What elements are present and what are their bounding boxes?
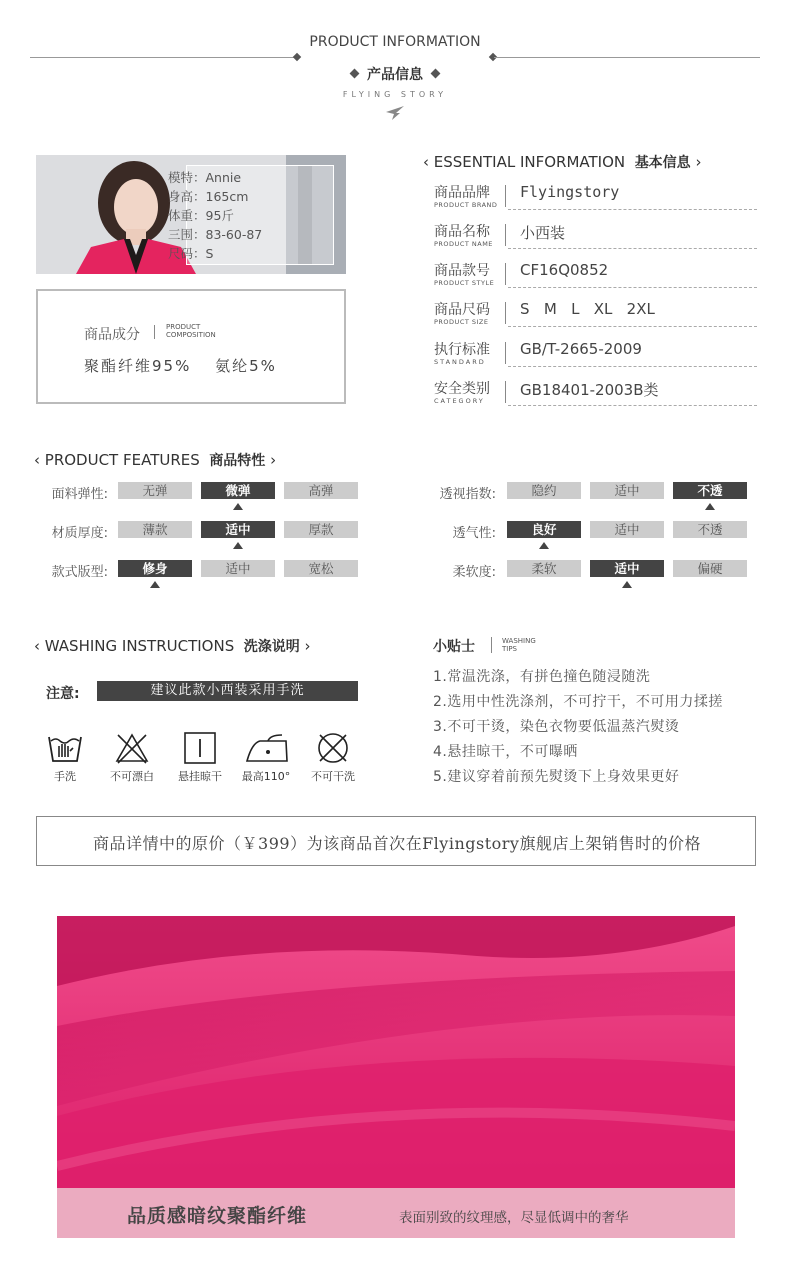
- header-title-cn: [0, 64, 790, 84]
- feature-option: 适中: [201, 560, 275, 577]
- feature-label: 透视指数:: [439, 487, 496, 502]
- feature-option: 宽松: [284, 560, 358, 577]
- iron-110-label: 最高110°: [241, 770, 291, 783]
- fabric-subtitle: 表面别致的纹理感，尽显低调中的奢华: [399, 1210, 629, 1226]
- header-rule-dot-left: [293, 53, 301, 61]
- tips-title-en-2: TIPS: [502, 645, 518, 653]
- info-value: S M L XL 2XL: [520, 300, 655, 318]
- fabric-title: 品质感暗纹聚酯纤维: [127, 1205, 308, 1227]
- washing-title-cn: 洗涤说明: [243, 639, 300, 655]
- selection-arrow-icon: [233, 542, 243, 549]
- feature-label: 透气性:: [452, 526, 496, 541]
- info-dashed-rule: [508, 326, 757, 327]
- tip-item: 4.悬挂晾干，不可曝晒: [433, 744, 578, 760]
- hand-wash-icon: [47, 731, 83, 765]
- composition-title-en: [166, 323, 216, 339]
- selection-arrow-icon: [539, 542, 549, 549]
- info-row-size: [432, 299, 757, 337]
- hang-dry-icon: [182, 731, 218, 765]
- tip-item: 5.建议穿着前预先熨烫下上身效果更好: [433, 769, 680, 785]
- washing-title-en: WASHING INSTRUCTIONS: [44, 637, 235, 655]
- no-bleach-label: 不可漂白: [110, 770, 154, 783]
- info-label: 商品名称: [434, 224, 490, 240]
- composition-value: 聚酯纤维95% 氨纶5%: [84, 357, 277, 375]
- header-title-en: PRODUCT INFORMATION: [309, 34, 481, 50]
- info-value: 小西装: [520, 224, 566, 242]
- model-size: 尺码：S: [168, 246, 214, 261]
- no-dry-clean-label: 不可干洗: [311, 770, 355, 783]
- feature-label: 面料弹性:: [51, 487, 108, 502]
- selection-arrow-icon: [150, 581, 160, 588]
- feature-option: 适中: [590, 521, 664, 538]
- info-value: Flyingstory: [520, 183, 620, 201]
- diamond-icon: [431, 69, 441, 79]
- info-dashed-rule: [508, 405, 757, 406]
- info-label-en: PRODUCT NAME: [434, 240, 493, 248]
- selection-arrow-icon: [233, 503, 243, 510]
- iron-110-icon: [244, 731, 290, 765]
- features-title-en: PRODUCT FEATURES: [44, 451, 200, 469]
- no-bleach-icon: [114, 731, 150, 765]
- info-label-en: PRODUCT STYLE: [434, 279, 495, 287]
- feature-option: 柔软: [507, 560, 581, 577]
- fabric-photo: [57, 916, 735, 1238]
- info-value: CF16Q0852: [520, 261, 609, 279]
- tips-title-en: [502, 637, 536, 653]
- note-label: 注意:: [46, 686, 80, 702]
- info-label: 商品款号: [434, 263, 490, 279]
- info-label-en: PRODUCT BRAND: [434, 201, 498, 209]
- price-note-text: 商品详情中的原价（￥399）为该商品首次在Flyingstory旗舰店上架销售时的价格: [93, 834, 701, 853]
- info-dashed-rule: [508, 366, 757, 367]
- info-value: GB18401-2003B类: [520, 381, 659, 399]
- diamond-icon: [350, 69, 360, 79]
- composition-box: [36, 289, 346, 404]
- composition-title-en-1: PRODUCT: [166, 323, 201, 331]
- selection-arrow-icon: [622, 581, 632, 588]
- feature-option: 厚款: [284, 521, 358, 538]
- no-dry-clean-icon: [315, 731, 351, 765]
- model-measurements: 三围：83-60-87: [168, 227, 263, 242]
- feature-label: 材质厚度:: [51, 526, 108, 541]
- fabric-caption-band: [57, 1188, 735, 1238]
- hang-dry-label: 悬挂晾干: [178, 770, 222, 783]
- feature-option-selected: 不透: [673, 482, 747, 499]
- info-label: 商品尺码: [434, 302, 490, 318]
- info-divider: [505, 224, 506, 246]
- info-row-style: [432, 260, 757, 298]
- features-title-cn: 商品特性: [209, 453, 266, 469]
- info-label-en: PRODUCT SIZE: [434, 318, 489, 326]
- info-divider: [505, 302, 506, 324]
- composition-divider: [154, 325, 155, 339]
- feature-option: 不透: [673, 521, 747, 538]
- essential-title-cn: 基本信息: [634, 155, 691, 171]
- feature-label: 款式版型:: [51, 565, 108, 580]
- hand-wash-label: 手洗: [54, 770, 76, 783]
- feature-option: 无弹: [118, 482, 192, 499]
- brand-tagline: FLYING STORY: [342, 90, 448, 99]
- feature-option-selected: 微弹: [201, 482, 275, 499]
- essential-title: ‹ ESSENTIAL INFORMATION 基本信息 ›: [423, 153, 702, 171]
- feature-option: 适中: [590, 482, 664, 499]
- composition-title: 商品成分: [84, 327, 140, 343]
- info-divider: [505, 263, 506, 285]
- feature-label: 柔软度:: [452, 565, 496, 580]
- essential-title-en: ESSENTIAL INFORMATION: [433, 153, 626, 171]
- info-dashed-rule: [508, 209, 757, 210]
- price-note-box: [36, 816, 756, 866]
- feature-option: 薄款: [118, 521, 192, 538]
- note-banner: 建议此款小西装采用手洗: [97, 681, 358, 701]
- bird-logo-icon: [384, 104, 406, 122]
- info-dashed-rule: [508, 287, 757, 288]
- header-rule-right: [494, 57, 760, 58]
- model-name: 模特：Annie: [168, 170, 242, 185]
- model-height: 身高：165cm: [168, 189, 249, 204]
- feature-option: 偏硬: [673, 560, 747, 577]
- info-value: GB/T-2665-2009: [520, 340, 642, 358]
- tips-divider: [491, 637, 492, 653]
- info-label: 安全类别: [434, 381, 490, 397]
- info-row-category: [432, 378, 757, 416]
- selection-arrow-icon: [705, 503, 715, 510]
- info-divider: [505, 381, 506, 403]
- header-rule-left: [30, 57, 296, 58]
- feature-option: 高弹: [284, 482, 358, 499]
- feature-option-selected: 良好: [507, 521, 581, 538]
- feature-option: 隐约: [507, 482, 581, 499]
- info-dashed-rule: [508, 248, 757, 249]
- tip-item: 1.常温洗涤，有拼色撞色随浸随洗: [433, 669, 651, 685]
- info-divider: [505, 185, 506, 207]
- info-row-standard: [432, 339, 757, 377]
- tips-title: 小贴士: [433, 639, 475, 655]
- info-label-en: CATEGORY: [434, 397, 485, 405]
- info-label: 商品品牌: [434, 185, 490, 201]
- info-divider: [505, 342, 506, 364]
- header-title-cn-text: 产品信息: [367, 67, 423, 83]
- composition-title-en-2: COMPOSITION: [166, 331, 216, 339]
- info-row-name: [432, 221, 757, 259]
- tips-title-en-1: WASHING: [502, 637, 536, 645]
- tip-item: 3.不可干烫，染色衣物要低温蒸汽熨烫: [433, 719, 680, 735]
- tip-item: 2.选用中性洗涤剂，不可拧干，不可用力揉搓: [433, 694, 723, 710]
- model-weight: 体重：95斤: [168, 208, 234, 223]
- features-title: ‹ PRODUCT FEATURES 商品特性 ›: [34, 451, 277, 469]
- info-label: 执行标准: [434, 342, 490, 358]
- washing-title: ‹ WASHING INSTRUCTIONS 洗涤说明 ›: [34, 637, 311, 655]
- info-row-brand: [432, 182, 757, 220]
- feature-option-selected: 适中: [590, 560, 664, 577]
- feature-option-selected: 适中: [201, 521, 275, 538]
- info-label-en: STANDARD: [434, 358, 486, 366]
- feature-option-selected: 修身: [118, 560, 192, 577]
